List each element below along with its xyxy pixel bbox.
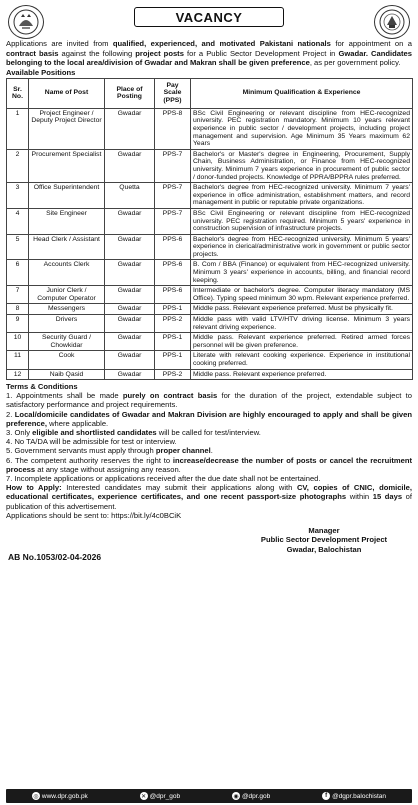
cell-sr: 4 (7, 208, 29, 234)
facebook-icon: f (322, 792, 330, 800)
cell-sr: 8 (7, 304, 29, 315)
cell-qualification: Bachelor's degree from HEC-recognized university. Minimum 7 years' experience in office administration, establishment matters, and record management in public or reputable private organizations. (191, 183, 413, 209)
globe-icon: ◎ (33, 793, 39, 800)
cell-place: Gwadar (105, 304, 155, 315)
cell-qualification: Bachelor's degree from HEC-recognized university. Minimum 5 years' experience in clerical/administrative work in government or public sector projects. (191, 234, 413, 260)
apply-link[interactable]: Applications should be sent to: https://bit.ly/4c0BCiK (6, 510, 182, 520)
table-row (7, 149, 413, 182)
term-item: 7. Incomplete applications or applications received after the due date shall not be entertained. (6, 474, 321, 484)
term-item: 6. The competent authority reserves the right to increase/decrease the number of posts or cancel the recruitment process at any stage without assigning any reason. (6, 455, 412, 474)
cell-pay: PPS-8 (155, 108, 191, 149)
social-x[interactable]: ✕ @dpr_gob (141, 792, 181, 800)
col-header-sr: Sr. No. (7, 78, 29, 108)
cell-place: Gwadar (105, 149, 155, 182)
terms-list (6, 391, 412, 483)
table-row (7, 333, 413, 351)
cell-pay: PPS-1 (155, 304, 191, 315)
cell-pay: PPS-1 (155, 333, 191, 351)
col-header-pay: Pay Scale (PPS) (155, 78, 191, 108)
cell-sr: 6 (7, 260, 29, 286)
table-row (7, 234, 413, 260)
term-item: 5. Government servants must apply through proper channel. (6, 446, 213, 456)
col-header-qualification: Minimum Qualification & Experience (191, 78, 413, 108)
govt-emblem-icon (8, 5, 44, 39)
col-header-post: Name of Post (29, 78, 105, 108)
table-row (7, 108, 413, 149)
cell-qualification: B. Com / BBA (Finance) or equivalent from HEC-recognized university. Minimum 3 years' experience in accounts, billing, and financial record keeping. (191, 260, 413, 286)
social-website[interactable]: ◎ www.dpr.gob.pk (33, 792, 88, 800)
x-icon: ✕ (141, 793, 147, 800)
cell-place: Gwadar (105, 234, 155, 260)
cell-qualification: Bachelor's or Master's degree in Engineering, Procurement, Supply Chain, Business Administration, or Finance from HEC-recognized university. Minimum 7 years experience in procurement of public sector / donor-funded projects. Knowledge of PPRA/BPPRA rules preferred. (191, 149, 413, 182)
terms-heading: Terms & Conditions (6, 382, 78, 392)
cell-place: Quetta (105, 183, 155, 209)
cell-post: Cook (29, 351, 105, 369)
cell-place: Gwadar (105, 108, 155, 149)
cell-pay: PPS-6 (155, 260, 191, 286)
cell-post: Drivers (29, 315, 105, 333)
cell-post: Project Engineer / Deputy Project Director (29, 108, 105, 149)
cell-post: Office Superintendent (29, 183, 105, 209)
cell-pay: PPS-7 (155, 208, 191, 234)
cell-sr: 11 (7, 351, 29, 369)
table-row (7, 369, 413, 380)
table-row (7, 183, 413, 209)
cell-qualification: Literate with relevant cooking experience. Experience in institutional cooking preferred. (191, 351, 413, 369)
ab-number: AB No.1053/02-04-2026 (8, 552, 102, 563)
instagram-icon: ◉ (233, 793, 239, 800)
col-header-place: Place of Posting (105, 78, 155, 108)
table-header-row (7, 78, 413, 108)
cell-post: Security Guard / Chowkidar (29, 333, 105, 351)
table-row (7, 304, 413, 315)
cell-qualification: BSc Civil Engineering or relevant discipline from HEC-recognized university. PEC registration required. Minimum 5 years' experience in construction supervision of infrastructure projects. (191, 208, 413, 234)
header (6, 5, 412, 39)
cell-pay: PPS-7 (155, 183, 191, 209)
cell-sr: 7 (7, 286, 29, 304)
positions-table (6, 78, 413, 380)
govt-seal-icon (374, 5, 410, 39)
cell-post: Procurement Specialist (29, 149, 105, 182)
cell-sr: 3 (7, 183, 29, 209)
cell-pay: PPS-2 (155, 369, 191, 380)
cell-place: Gwadar (105, 369, 155, 380)
footer (6, 522, 412, 568)
page-title: VACANCY (175, 9, 243, 25)
how-to-apply: How to Apply: Interested candidates may submit their applications along with CV, copies of CNIC, domicile, educational certificates, experience certificates, and one recent passport-size photographs within 15 days of publication of this advertisement. Applications should be sent to: https://bit.ly/4c0BCiK (6, 483, 412, 520)
cell-post: Head Clerk / Assistant (29, 234, 105, 260)
cell-post: Site Engineer (29, 208, 105, 234)
cell-place: Gwadar (105, 315, 155, 333)
cell-sr: 12 (7, 369, 29, 380)
cell-post: Junior Clerk / Computer Operator (29, 286, 105, 304)
cell-place: Gwadar (105, 208, 155, 234)
cell-pay: PPS-1 (155, 351, 191, 369)
table-row (7, 208, 413, 234)
cell-sr: 9 (7, 315, 29, 333)
cell-pay: PPS-2 (155, 315, 191, 333)
cell-pay: PPS-7 (155, 149, 191, 182)
cell-qualification: Middle pass. Relevant experience preferred. Must be physically fit. (191, 304, 413, 315)
cell-qualification: Intermediate or bachelor's degree. Computer literacy mandatory (MS Office). Typing speed minimum 30 wpm. Relevant experience preferred. (191, 286, 413, 304)
cell-post: Messengers (29, 304, 105, 315)
cell-qualification: Middle pass with valid LTV/HTV driving license. Minimum 3 years relevant driving experience. (191, 315, 413, 333)
cell-qualification: Middle pass. Relevant experience preferred. Retired armed forces personnel will be given preference. (191, 333, 413, 351)
social-bar (6, 789, 412, 803)
intro-paragraph: Applications are invited from qualified, experienced, and motivated Pakistani nationals for appointment on a contract basis against the following project posts for a Public Sector Development Project in Gwadar. Candidates belonging to the local area/division of Gwadar and Makran shall be given preference, as per government policy. (6, 39, 412, 68)
table-row (7, 286, 413, 304)
cell-sr: 5 (7, 234, 29, 260)
cell-post: Naib Qasid (29, 369, 105, 380)
social-facebook[interactable]: f @dgpr.balochistan (322, 792, 386, 800)
table-row (7, 315, 413, 333)
term-item: 4. No TA/DA will be admissible for test or interview. (6, 437, 177, 447)
vacancy-title-box (134, 7, 284, 27)
cell-qualification: BSc Civil Engineering or relevant discipline from HEC-recognized university. PEC registration mandatory. Minimum 10 years relevant experience in public sector / development projects, including project management and supervision. Age Minimum 35 Years maximum 62 Years (191, 108, 413, 149)
cell-pay: PPS-6 (155, 234, 191, 260)
cell-sr: 1 (7, 108, 29, 149)
cell-qualification: Middle pass. Relevant experience preferred. (191, 369, 413, 380)
term-item: 1. Appointments shall be made purely on contract basis for the duration of the project, extendable subject to satisfactory performance and project requirements. (6, 391, 412, 410)
cell-place: Gwadar (105, 351, 155, 369)
cell-sr: 2 (7, 149, 29, 182)
table-row (7, 260, 413, 286)
term-item: 3. Only eligible and shortlisted candidates will be called for test/interview. (6, 428, 261, 437)
manager-signature-block: Manager Public Sector Development Project Gwadar, Balochistan (260, 526, 388, 554)
cell-post: Accounts Clerk (29, 260, 105, 286)
cell-place: Gwadar (105, 260, 155, 286)
cell-sr: 10 (7, 333, 29, 351)
cell-place: Gwadar (105, 286, 155, 304)
cell-place: Gwadar (105, 333, 155, 351)
table-row (7, 351, 413, 369)
term-item: 2. Local/domicile candidates of Gwadar and Makran Division are highly encouraged to apply and shall be given preference, where applicable. (6, 409, 412, 428)
cell-pay: PPS-6 (155, 286, 191, 304)
available-positions-heading: Available Positions (6, 67, 76, 77)
social-instagram[interactable]: ◉ @dpr.gob (233, 792, 271, 800)
